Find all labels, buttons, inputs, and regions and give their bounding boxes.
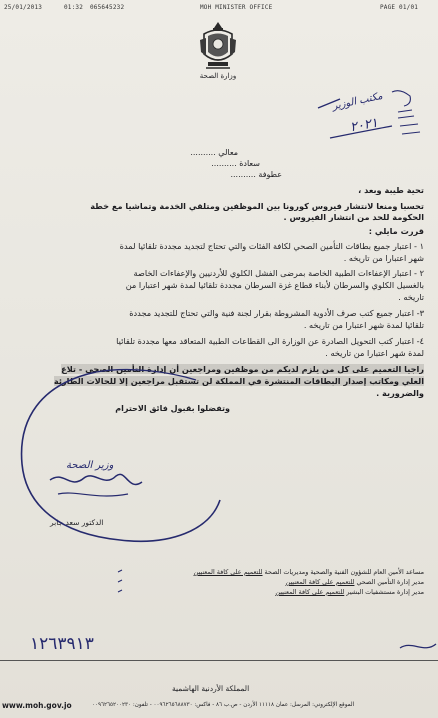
addressee-1: معالي ..........	[190, 148, 238, 157]
distribution-3	[275, 588, 424, 596]
distribution-3-recipient: مدير إدارة مستشفيات البشير	[344, 588, 424, 596]
footer-address: الموقع الإلكتروني: المرسل: عمان ١١١١٨ الأردن - ص.ب ٨٦ - فاكس: ٠٠٩٦٢٦٥٦٨٨٧٣٠ - تلفون: ٠٠٩٦٢٦٥٢٠٠٢٣٠	[92, 702, 355, 708]
request-line-1-text: راجيا التعميم على كل من يلزم لديكم من موظفين ومراجعين أن إدارة التأمين الصحي - تلاع	[61, 364, 424, 374]
reference-number: ١٢٦٣٩١٣	[30, 634, 94, 654]
item-2-line-1: ٢ - اعتبار الإعفاءات الطبية الخاصة بمرضى الفشل الكلوي للأردنيين والإعفاءات الخاصة	[133, 268, 424, 278]
stamp-line-1: مكتب الوزير	[331, 90, 384, 113]
request-line-1	[12, 364, 424, 375]
fax-page-count: PAGE 01/01	[380, 4, 419, 11]
item-4-line-2: لمدة شهر اعتبارا من تاريخه .	[325, 348, 424, 358]
distribution-1-recipient: مساعد الأمين العام للشؤون الفنية والصحية ومديريات الصحة	[262, 568, 424, 576]
request-line-2	[12, 376, 424, 387]
footer-kingdom: المملكة الأردنية الهاشمية	[172, 684, 250, 693]
decided-heading: قررت مايلي :	[368, 226, 424, 236]
fax-date: 25/01/2013	[4, 4, 43, 11]
request-line-3: والضرورية .	[376, 388, 424, 398]
fax-time: 01:32	[64, 4, 84, 11]
distribution-2-recipient: مدير إدارة التأمين الصحي	[354, 578, 424, 586]
item-4-line-1: ٤- اعتبار كتب التحويل الصادرة عن الوزارة الى القطاعات الطبية المتعاقد معها مجددة تلقائيا	[116, 336, 424, 346]
stamp-line-2: ٢٠٢١	[348, 115, 380, 136]
request-line-2-text: العلي ومكاتب إصدار البطاقات المنتشرة في المملكة لن تستقبل مراجعين إلا للحالات الطارئة	[53, 376, 424, 386]
ministry-name: وزارة الصحة	[199, 72, 237, 80]
distribution-3-action: للتعميم على كافة المعنيين	[275, 588, 345, 596]
closing: وتفضلوا بقبول فائق الاحترام	[115, 404, 230, 413]
addressee-3: عطوفة ..........	[230, 170, 282, 179]
item-3-line-1: ٣- اعتبار جميع كتب صرف الأدوية المشروطة بقرار لجنة فنية والتي تحتاج للتجديد مجددة	[129, 308, 424, 318]
signatory-name: الدكتور سعد جابر	[50, 518, 104, 527]
coat-of-arms-icon	[198, 20, 238, 72]
intro-line-1: تحسبا ومنعا لانتشار فيروس كورونا بين الموظفين ومتلقي الخدمة وتماشيا مع خطة	[90, 201, 424, 211]
distribution-1	[194, 568, 424, 576]
footer-website: www.moh.gov.jo	[2, 701, 72, 710]
signatory-title: وزير الصحة	[66, 460, 114, 471]
distribution-1-action: للتعميم على كافة المعنيين	[193, 568, 263, 576]
fax-number: 065645232	[90, 4, 125, 11]
distribution-2-action: للتعميم على كافة المعنيين	[285, 578, 355, 586]
fax-office: MOH MINISTER OFFICE	[200, 4, 273, 11]
greeting: تحية طيبة وبعد ،	[358, 185, 424, 195]
footer-divider	[0, 660, 438, 661]
item-1-line-2: شهر اعتبارا من تاريخه .	[343, 253, 424, 263]
addressee-2: سعادة ..........	[211, 159, 260, 168]
item-1-line-1: ١ - اعتبار جميع بطاقات التأمين الصحي لكافة الفئات والتي تحتاج لتجديد مجددة تلقائيا لمدة	[119, 241, 424, 251]
intro-line-2: الحكومة للحد من انتشار الفيروس .	[283, 212, 424, 222]
distribution-2	[286, 578, 425, 586]
item-2-line-2: بالغسيل الكلوي والسرطان لأبناء قطاع غزة السرطان مجددة تلقائيا لمدة شهر اعتبارا من	[125, 280, 424, 290]
item-3-line-2: تلقائيا لمدة شهر اعتبارا من تاريخه .	[303, 320, 424, 330]
item-2-line-3: تاريخه .	[398, 292, 424, 302]
